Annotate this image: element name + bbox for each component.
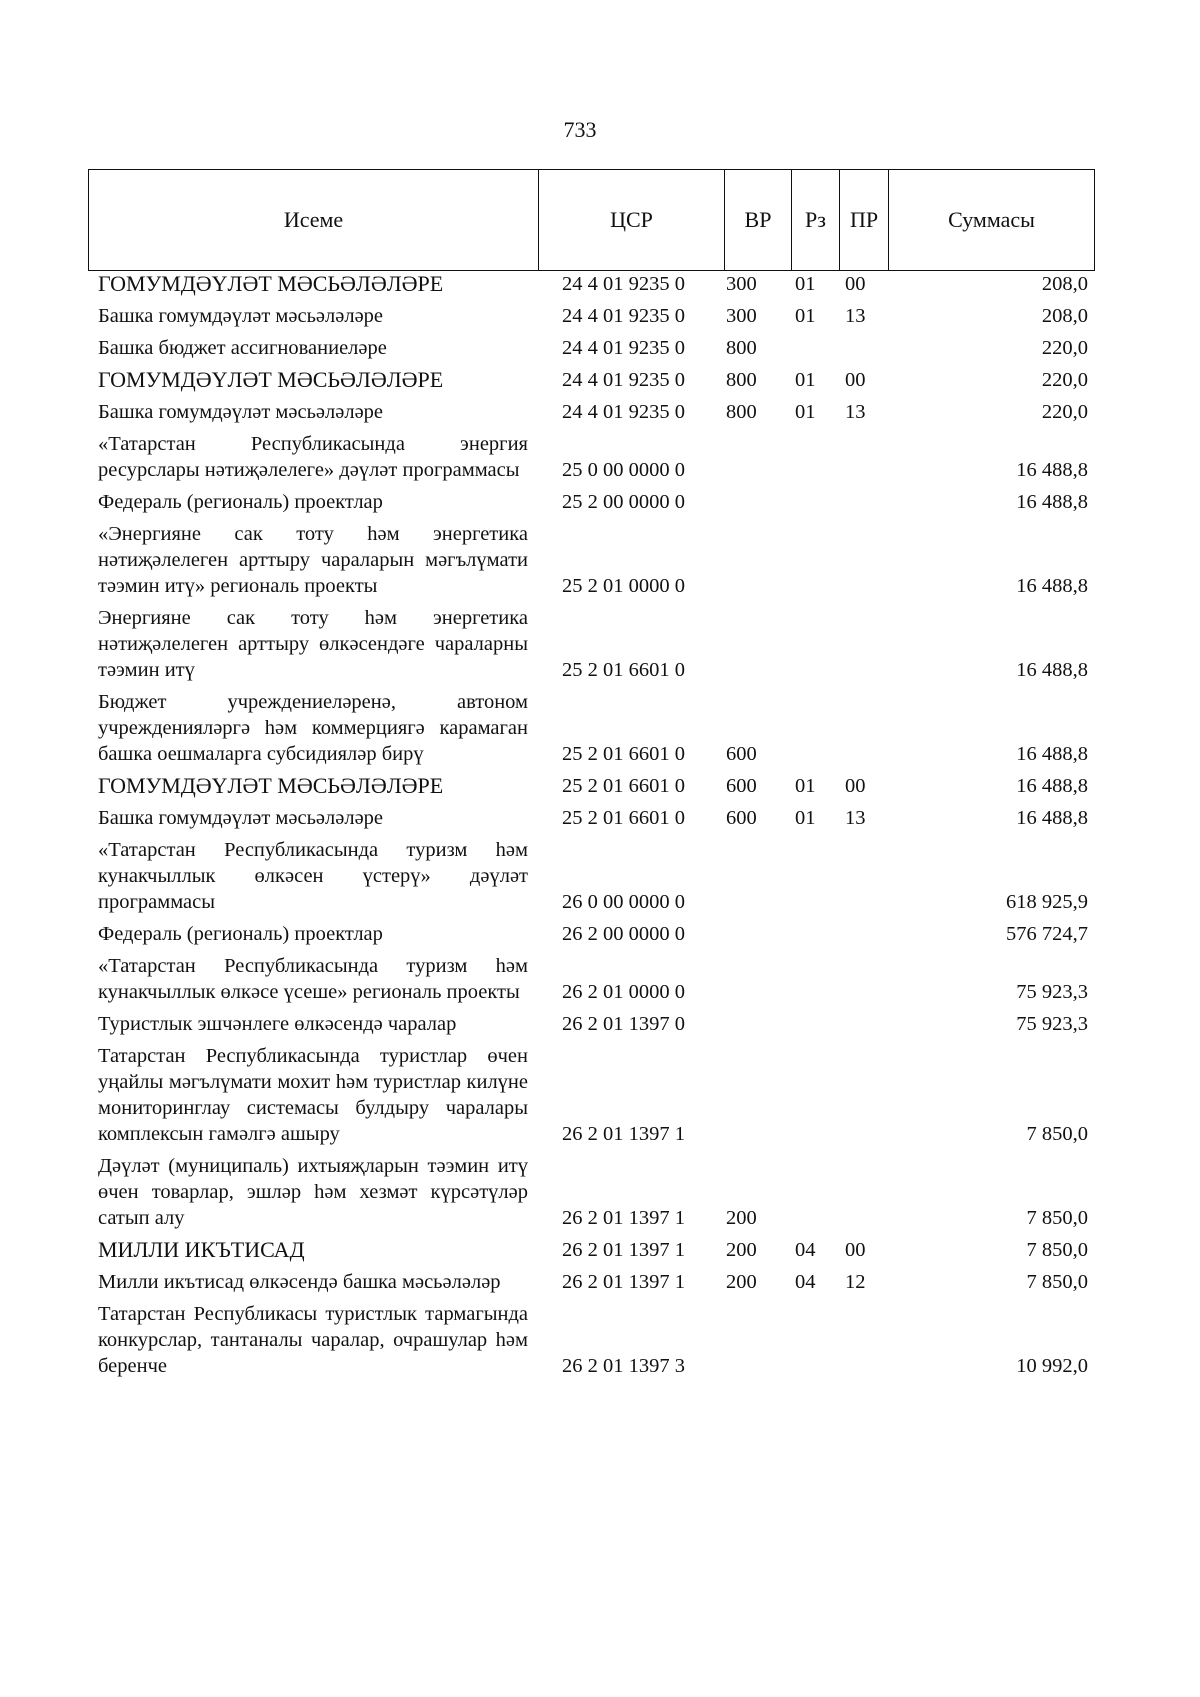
row-pr-cell: 00	[845, 273, 866, 295]
row-sum-cell: 7 850,0	[1026, 1123, 1088, 1145]
row-rz-cell: 01	[795, 401, 816, 423]
table-row	[88, 689, 1094, 767]
row-rz-cell: 04	[795, 1271, 816, 1293]
row-sum-cell: 10 992,0	[1016, 1355, 1088, 1377]
row-csr-cell: 26 2 01 1397 3	[562, 1355, 685, 1377]
row-vr-cell: 600	[726, 807, 757, 829]
row-name-cell: Башка гомумдәүләт мәсьәләләре	[98, 401, 384, 423]
row-name-cell: МИЛЛИ ИКЪТИСАД	[98, 1237, 305, 1262]
row-csr-cell: 25 0 00 0000 0	[562, 459, 685, 481]
row-sum-cell: 16 488,8	[1016, 775, 1088, 797]
row-sum-cell: 75 923,3	[1016, 981, 1088, 1003]
row-pr-cell: 12	[845, 1271, 866, 1293]
row-sum-cell: 7 850,0	[1026, 1207, 1088, 1229]
row-sum-cell: 220,0	[1041, 337, 1088, 359]
row-vr-cell: 200	[726, 1239, 757, 1261]
row-sum-cell: 576 724,7	[1006, 923, 1088, 945]
row-vr-cell: 800	[726, 337, 757, 359]
row-name-cell: «Татарстан Республикасында туризм һәм кунакчыллык өлкәсе үсеше» региональ проекты	[98, 955, 528, 1003]
table-body	[88, 271, 1094, 1379]
row-csr-cell: 24 4 01 9235 0	[562, 337, 685, 359]
row-name-cell: Энергияне сак тоту һәм энергетика нәтиҗәлелеген арттыру өлкәсендәге чараларны тәэмин итү	[98, 607, 528, 681]
row-csr-cell: 26 2 01 0000 0	[562, 981, 685, 1003]
row-name-cell: Федераль (региональ) проектлар	[98, 923, 383, 945]
row-csr-cell: 24 4 01 9235 0	[562, 273, 685, 295]
row-csr-cell: 24 4 01 9235 0	[562, 369, 685, 391]
table-row	[88, 605, 1094, 683]
row-csr-cell: 25 2 01 6601 0	[562, 775, 685, 797]
row-vr-cell: 200	[726, 1271, 757, 1293]
row-csr-cell: 25 2 01 6601 0	[562, 659, 685, 681]
row-rz-cell: 01	[795, 305, 816, 327]
table-row	[88, 921, 1094, 947]
column-header-vr: ВР	[725, 170, 792, 271]
row-name-cell: «Энергияне сак тоту һәм энергетика нәтиҗәлелеген арттыру чараларын мәгълүмати тәэмин итү» региональ проекты	[98, 523, 528, 597]
row-vr-cell: 800	[726, 369, 757, 391]
row-csr-cell: 26 2 00 0000 0	[562, 923, 685, 945]
table-row	[88, 1237, 1094, 1263]
column-header-rz: Рз	[792, 170, 840, 271]
column-header-sum: Суммасы	[889, 170, 1095, 271]
row-rz-cell: 01	[795, 369, 816, 391]
row-name-cell: Башка гомумдәүләт мәсьәләләре	[98, 807, 384, 829]
row-sum-cell: 16 488,8	[1016, 575, 1088, 597]
table-row	[88, 1301, 1094, 1379]
row-csr-cell: 26 2 01 1397 1	[562, 1123, 685, 1145]
row-pr-cell: 13	[845, 401, 866, 423]
row-sum-cell: 220,0	[1041, 369, 1088, 391]
row-name-cell: Милли икътисад өлкәсендә башка мәсьәләләр	[98, 1271, 501, 1293]
row-rz-cell: 04	[795, 1239, 816, 1261]
table-row	[88, 1153, 1094, 1231]
row-sum-cell: 220,0	[1041, 401, 1088, 423]
row-rz-cell: 01	[795, 775, 816, 797]
row-vr-cell: 600	[726, 743, 757, 765]
row-pr-cell: 00	[845, 775, 866, 797]
table-row	[88, 303, 1094, 329]
row-csr-cell: 26 2 01 1397 0	[562, 1013, 685, 1035]
row-csr-cell: 25 2 01 6601 0	[562, 807, 685, 829]
row-csr-cell: 25 2 01 6601 0	[562, 743, 685, 765]
row-name-cell: Федераль (региональ) проектлар	[98, 491, 383, 513]
column-header-csr: ЦСР	[539, 170, 725, 271]
row-name-cell: Татарстан Республикасында туристлар өчен уңайлы мәгълүмати мохит һәм туристлар килүне мониторинглау системасы булдыру чаралары комплексын гамәлгә ашыру	[98, 1045, 528, 1145]
table-row	[88, 489, 1094, 515]
table-row	[88, 773, 1094, 799]
row-pr-cell: 13	[845, 305, 866, 327]
row-csr-cell: 25 2 01 0000 0	[562, 575, 685, 597]
row-pr-cell: 00	[845, 369, 866, 391]
table-row	[88, 399, 1094, 425]
row-name-cell: «Татарстан Республикасында энергия ресурслары нәтиҗәлелеге» дәүләт программасы	[98, 433, 528, 481]
table-row	[88, 953, 1094, 1005]
row-csr-cell: 24 4 01 9235 0	[562, 401, 685, 423]
row-name-cell: ГОМУМДӘҮЛӘТ МӘСЬӘЛӘЛӘРЕ	[98, 367, 444, 392]
table-header	[88, 169, 1095, 271]
table-row	[88, 335, 1094, 361]
row-vr-cell: 300	[726, 273, 757, 295]
page-number: 733	[563, 117, 597, 142]
row-csr-cell: 25 2 00 0000 0	[562, 491, 685, 513]
row-csr-cell: 24 4 01 9235 0	[562, 305, 685, 327]
row-csr-cell: 26 2 01 1397 1	[562, 1239, 685, 1261]
row-sum-cell: 618 925,9	[1006, 891, 1088, 913]
row-pr-cell: 13	[845, 807, 866, 829]
table-row	[88, 271, 1094, 297]
row-name-cell: «Татарстан Республикасында туризм һәм кунакчыллык өлкәсен үстерү» дәүләт программасы	[98, 839, 528, 913]
row-name-cell: Башка гомумдәүләт мәсьәләләре	[98, 305, 384, 327]
row-sum-cell: 75 923,3	[1016, 1013, 1088, 1035]
row-pr-cell: 00	[845, 1239, 866, 1261]
column-header-pr: ПР	[840, 170, 889, 271]
row-name-cell: Бюджет учреждениеләренә, автоном учрежденияләргә һәм коммерциягә карамаган башка оешмаларга субсидияләр бирү	[98, 691, 528, 765]
table-row	[88, 1269, 1094, 1295]
table-row	[88, 1043, 1094, 1147]
row-sum-cell: 16 488,8	[1016, 743, 1088, 765]
row-rz-cell: 01	[795, 807, 816, 829]
row-sum-cell: 16 488,8	[1016, 459, 1088, 481]
table-row	[88, 431, 1094, 483]
row-name-cell: Башка бюджет ассигнованиеләре	[98, 337, 387, 359]
row-csr-cell: 26 2 01 1397 1	[562, 1271, 685, 1293]
table-row	[88, 805, 1094, 831]
row-name-cell: Туристлык эшчәнлеге өлкәсендә чаралар	[98, 1013, 457, 1035]
row-csr-cell: 26 0 00 0000 0	[562, 891, 685, 913]
row-vr-cell: 600	[726, 775, 757, 797]
row-name-cell: Татарстан Республикасы туристлык тармагында конкурслар, тантаналы чаралар, очрашулар һәм беренче	[98, 1303, 528, 1377]
row-name-cell: Дәүләт (муниципаль) ихтыяҗларын тәэмин итү өчен товарлар, эшләр һәм хезмәт күрсәтүләр сатып алу	[98, 1155, 528, 1229]
row-sum-cell: 16 488,8	[1016, 807, 1088, 829]
row-sum-cell: 208,0	[1041, 273, 1088, 295]
table-row	[88, 837, 1094, 915]
row-vr-cell: 300	[726, 305, 757, 327]
column-header-name: Исеме	[89, 170, 539, 271]
row-sum-cell: 208,0	[1041, 305, 1088, 327]
row-sum-cell: 7 850,0	[1026, 1239, 1088, 1261]
row-vr-cell: 200	[726, 1207, 757, 1229]
table-row	[88, 521, 1094, 599]
row-rz-cell: 01	[795, 273, 816, 295]
table-row	[88, 1011, 1094, 1037]
row-name-cell: ГОМУМДӘҮЛӘТ МӘСЬӘЛӘЛӘРЕ	[98, 271, 444, 296]
row-csr-cell: 26 2 01 1397 1	[562, 1207, 685, 1229]
row-sum-cell: 16 488,8	[1016, 491, 1088, 513]
row-vr-cell: 800	[726, 401, 757, 423]
row-sum-cell: 16 488,8	[1016, 659, 1088, 681]
table-row	[88, 367, 1094, 393]
row-sum-cell: 7 850,0	[1026, 1271, 1088, 1293]
row-name-cell: ГОМУМДӘҮЛӘТ МӘСЬӘЛӘЛӘРЕ	[98, 773, 444, 798]
